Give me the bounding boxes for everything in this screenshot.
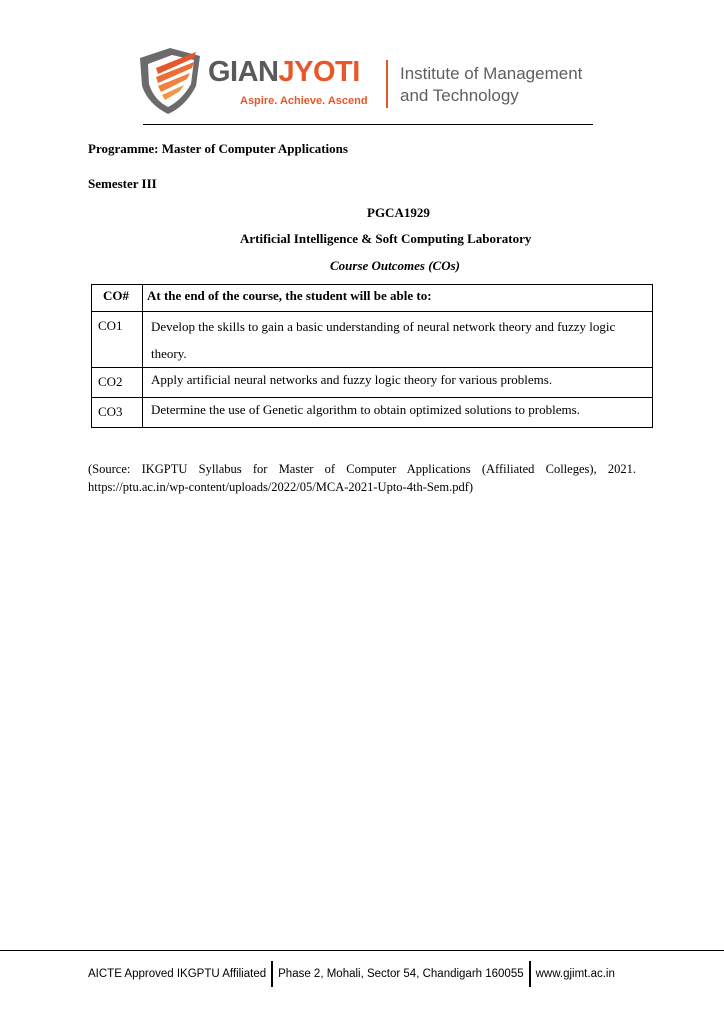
institute-header [130,44,600,114]
brand-tagline: Aspire. Achieve. Ascend [240,95,368,107]
course-outcomes-table [91,284,653,428]
co-id-cell: CO1 [92,312,143,368]
table-row [92,398,653,428]
institute-line-1: Institute of Management [400,64,583,83]
brand-wordmark [208,58,360,87]
table-row [92,368,653,398]
outcomes-heading: Course Outcomes (COs) [330,258,461,273]
institute-name [400,63,582,107]
footer-divider [529,961,531,987]
course-title: Artificial Intelligence & Soft Computing Laboratory [240,231,532,246]
header-divider [386,60,388,108]
shield-logo-icon [134,46,204,116]
programme-line: Programme: Master of Computer Applications [88,141,348,156]
column-header-outcome: At the end of the course, the student will be able to: [143,285,653,312]
semester-line: Semester III [88,176,157,191]
source-citation: (Source: IKGPTU Syllabus for Master of Computer Applications (Affiliated Colleges), 2021. https://ptu.ac.in/wp-content/uploads/2022/05/MCA-2021-Upto-4th-Sem.pdf) [88,462,636,494]
brand-gian: GIAN [208,56,279,88]
co-text-cell: Determine the use of Genetic algorithm to obtain optimized solutions to problems. [143,398,653,428]
institute-line-2: and Technology [400,86,519,105]
table-header-row [92,285,653,312]
page-footer [88,961,615,987]
header-rule [143,124,593,125]
co-id-cell: CO2 [92,368,143,398]
footer-divider [271,961,273,987]
footer-address: Phase 2, Mohali, Sector 54, Chandigarh 160055 [278,968,524,980]
footer-website[interactable]: www.gjimt.ac.in [535,968,615,980]
footer-rule [0,950,724,951]
brand-jyoti: JYOTI [278,56,360,88]
co-text-cell: Develop the skills to gain a basic understanding of neural network theory and fuzzy logic theory. [143,312,653,368]
table-row [92,312,653,368]
co-id-cell: CO3 [92,398,143,428]
column-header-co: CO# [92,285,143,312]
footer-approval: AICTE Approved IKGPTU Affiliated [88,968,267,980]
course-code: PGCA1929 [367,205,430,220]
co-text-cell: Apply artificial neural networks and fuzzy logic theory for various problems. [143,368,653,398]
